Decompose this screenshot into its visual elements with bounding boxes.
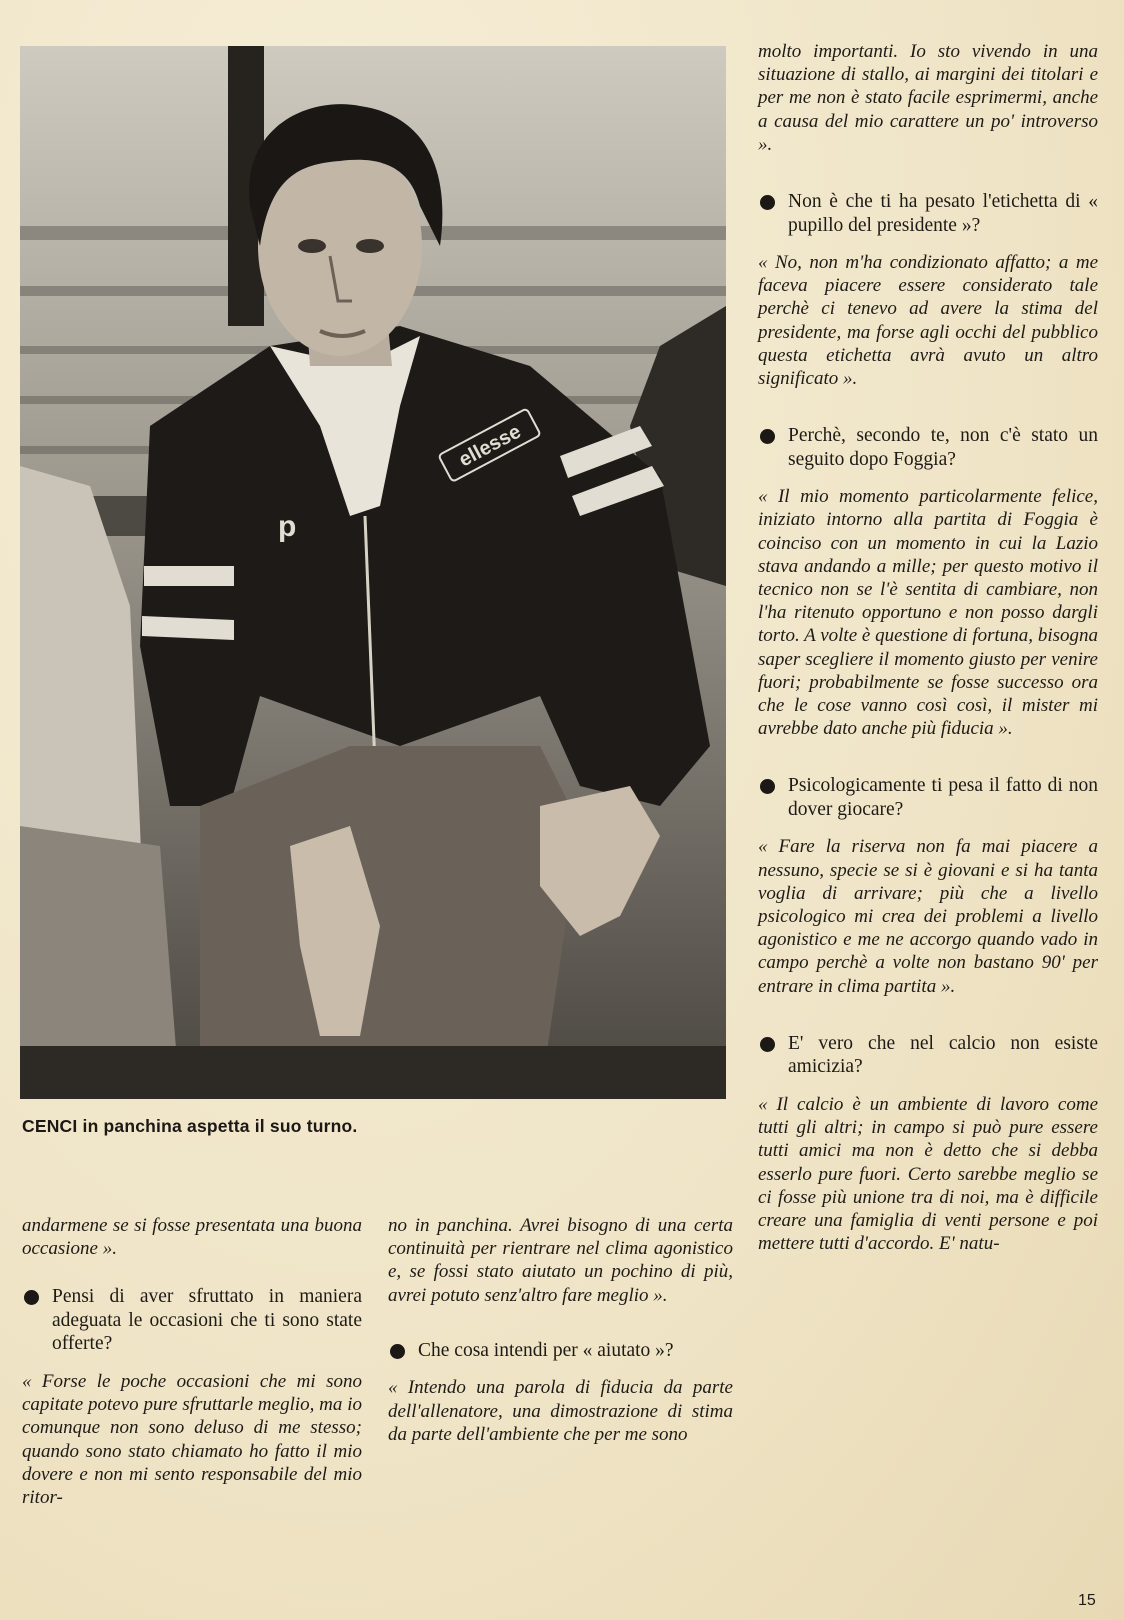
bullet-icon (760, 779, 775, 794)
question-label: Non è che ti ha pesato l'etichetta di « pupillo del presidente »? (788, 191, 1098, 236)
bullet-icon (390, 1344, 405, 1359)
svg-text:p: p (278, 510, 297, 543)
answer-text: « Il mio momento particolarmente felice, iniziato intorno alla partita di Foggia è coinciso con un momento in cui la Lazio stava andando a mille; per questo motivo il tecnico non se l'è sentita di cambiare, non l'ha ritenuto opportuno e non posso dargli torto. A volte è questione di fortuna, bisogna saper scegliere il momento giusto per venire fuori; probabilmente se fosse successo ora che le cose vanno così così, il mister mi avrebbe dato anche più fiducia ». (758, 486, 1098, 740)
answer-text: andarmene se si fosse presentata una buona occasione ». (22, 1215, 362, 1260)
question-text (758, 190, 1098, 237)
column-2 (388, 1214, 733, 1446)
question-label: Pensi di aver sfruttato in maniera adeguata le occasioni che ti sono state offerte? (52, 1286, 362, 1355)
question-label: Psicologicamente ti pesa il fatto di non dover giocare? (788, 775, 1098, 820)
bullet-icon (760, 429, 775, 444)
answer-text: « Il calcio è un ambiente di lavoro come tutti gli altri; in campo si può pure essere tutti amici ma non è detto che si debba esserlo pure fuori. Certo sarebbe meglio se ci fosse più unione tra di noi, ma è difficile creare una famiglia di venti persone e poi mettere tutti d'accordo. E' natu- (758, 1093, 1098, 1255)
photo-caption: CENCI in panchina aspetta il suo turno. (22, 1116, 358, 1136)
question-label: Perchè, secondo te, non c'è stato un seguito dopo Foggia? (788, 425, 1098, 470)
question-label: Che cosa intendi per « aiutato »? (418, 1339, 674, 1361)
answer-text: no in panchina. Avrei bisogno di una certa continuità per rientrare nel clima agonistico e, se fossi stato aiutato un pochino di più, avrei potuto senz'altro fare meglio ». (388, 1215, 733, 1306)
bullet-icon (760, 1037, 775, 1052)
question-text (388, 1339, 733, 1363)
photo-drawing (20, 46, 726, 1099)
question-text (758, 774, 1098, 821)
question-text (22, 1285, 362, 1356)
bullet-icon (24, 1290, 39, 1305)
bullet-icon (760, 195, 775, 210)
answer-text: « Forse le poche occasioni che mi sono capitate potevo pure sfruttarle meglio, ma io comunque non sono deluso di me stesso; quando sono stato chiamato ho fatto il mio dovere e non mi sento responsabile del mio ritor- (22, 1370, 362, 1508)
question-text (758, 424, 1098, 471)
answer-text: « No, non m'ha condizionato affatto; a me faceva piacere essere considerato tale perchè ci tenevo ad avere la stima del presidente, ma forse agli occhi del pubblico questa etichetta avrà avuto un altro significato ». (758, 252, 1098, 390)
question-text (758, 1032, 1098, 1079)
jacket-brand-logo: ellesse (455, 420, 525, 472)
page-number: 15 (1078, 1592, 1096, 1609)
photo-cenci-on-bench (20, 46, 726, 1099)
answer-text: « Fare la riserva non fa mai piacere a nessuno, specie se si è giovani e si ha tanta voglia di arrivare; più che a livello psicologico mi crea dei problemi a livello agonistico e me ne accorgo quando vado in campo perchè a volte non bastano 90' per entrare in clima partita ». (758, 836, 1098, 997)
answer-text: « Intendo una parola di fiducia da parte dell'allenatore, una dimostrazione di stima da parte dell'ambiente che per me sono (388, 1377, 733, 1445)
answer-text: molto importanti. Io sto vivendo in una situazione di stallo, ai margini dei titolari e per me non è stato facile esprimermi, anche a causa del mio carattere un po' introverso ». (758, 41, 1098, 155)
question-label: E' vero che nel calcio non esiste amicizia? (788, 1032, 1098, 1078)
bench-seat (20, 1046, 726, 1099)
column-1 (22, 1214, 362, 1509)
column-3 (758, 40, 1098, 1255)
